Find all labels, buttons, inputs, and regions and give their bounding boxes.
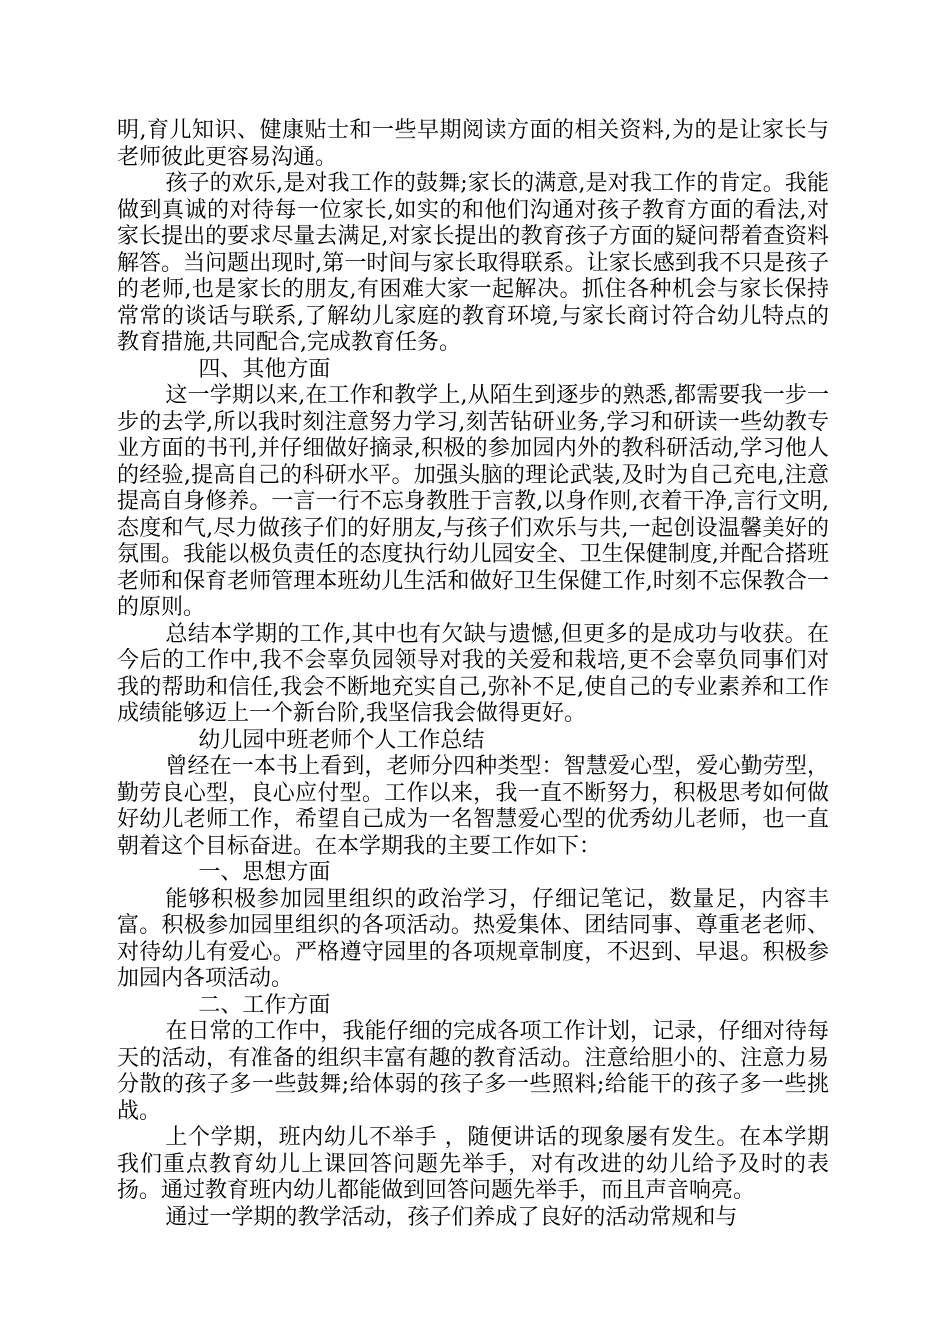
paragraph: 通过一学期的教学活动，孩子们养成了良好的活动常规和与 <box>165 1204 738 1230</box>
paragraph: 明,育儿知识、健康贴士和一些早期阅读方面的相关资料,为的是让家长与老师彼此更容易沟通。 <box>117 118 829 170</box>
section-heading: 二、工作方面 <box>198 992 331 1018</box>
paragraph: 上个学期，班内幼儿不举手 ，随便讲话的现象屡有发生。在本学期我们重点教育幼儿上课回答问题先举手，对有改进的幼儿给予及时的表扬。通过教育班内幼儿都能做到回答问题先举手，而且声音响亮。 <box>117 1125 829 1203</box>
document-title: 幼儿园中班老师个人工作总结 <box>198 727 485 753</box>
paragraph: 曾经在一本书上看到，老师分四种类型：智慧爱心型，爱心勤劳型，勤劳良心型，良心应付型。工作以来，我一直不断努力，积极思考如何做好幼儿老师工作，希望自己成为一名智慧爱心型的优秀幼儿老师，也一直朝着这个目标奋进。在本学期我的主要工作如下： <box>117 754 829 859</box>
paragraph: 能够积极参加园里组织的政治学习，仔细记笔记，数量足，内容丰富。积极参加园里组织的各项活动。热爱集体、团结同事、尊重老老师、对待幼儿有爱心。严格遵守园里的各项规章制度，不迟到、早退。积极参加园内各项活动。 <box>117 886 829 991</box>
paragraph: 孩子的欢乐,是对我工作的鼓舞;家长的满意,是对我工作的肯定。我能做到真诚的对待每一位家长,如实的和他们沟通对孩子教育方面的看法,对家长提出的要求尽量去满足,对家长提出的教育孩子方面的疑问帮着查资料解答。当问题出现时,第一时间与家长取得联系。让家长感到我不只是孩子的老师,也是家长的朋友,有困难大家一起解决。抓住各种机会与家长保持常常的谈话与联系,了解幼儿家庭的教育环境,与家长商讨符合幼儿特点的教育措施,共同配合,完成教育任务。 <box>117 171 829 355</box>
section-heading: 一、思想方面 <box>198 860 331 885</box>
paragraph: 总结本学期的工作,其中也有欠缺与遗憾,但更多的是成功与收获。在今后的工作中,我不会辜负园领导对我的关爱和栽培,更不会辜负同事们对我的帮助和信任,我会不断地充实自己,弥补不足,使自己的专业素养和工作成绩能够迈上一个新台阶,我坚信我会做得更好。 <box>117 621 829 726</box>
paragraph: 这一学期以来,在工作和教学上,从陌生到逐步的熟悉,都需要我一步一步的去学,所以我时刻注意努力学习,刻苦钻研业务,学习和研读一些幼教专业方面的书刊,并仔细做好摘录,积极的参加园内外的教科研活动,学习他人的经验,提高自己的科研水平。加强头脑的理论武装,及时为自己充电,注意提高自身修养。一言一行不忘身教胜于言教,以身作则,衣着干净,言行文明,态度和气,尽力做孩子们的好朋友,与孩子们欢乐与共,一起创设温馨美好的氛围。我能以极负责任的态度执行幼儿园安全、卫生保健制度,并配合搭班老师和保育老师管理本班幼儿生活和做好卫生保健工作,时刻不忘保教合一的原则。 <box>117 383 829 620</box>
section-heading: 四、其他方面 <box>198 356 331 382</box>
paragraph: 在日常的工作中，我能仔细的完成各项工作计划，记录，仔细对待每天的活动，有准备的组织丰富有趣的教育活动。注意给胆小的、注意力易分散的孩子多一些鼓舞;给体弱的孩子多一些照料;给能干的孩子多一些挑战。 <box>117 1019 829 1124</box>
document-page <box>117 118 829 1231</box>
